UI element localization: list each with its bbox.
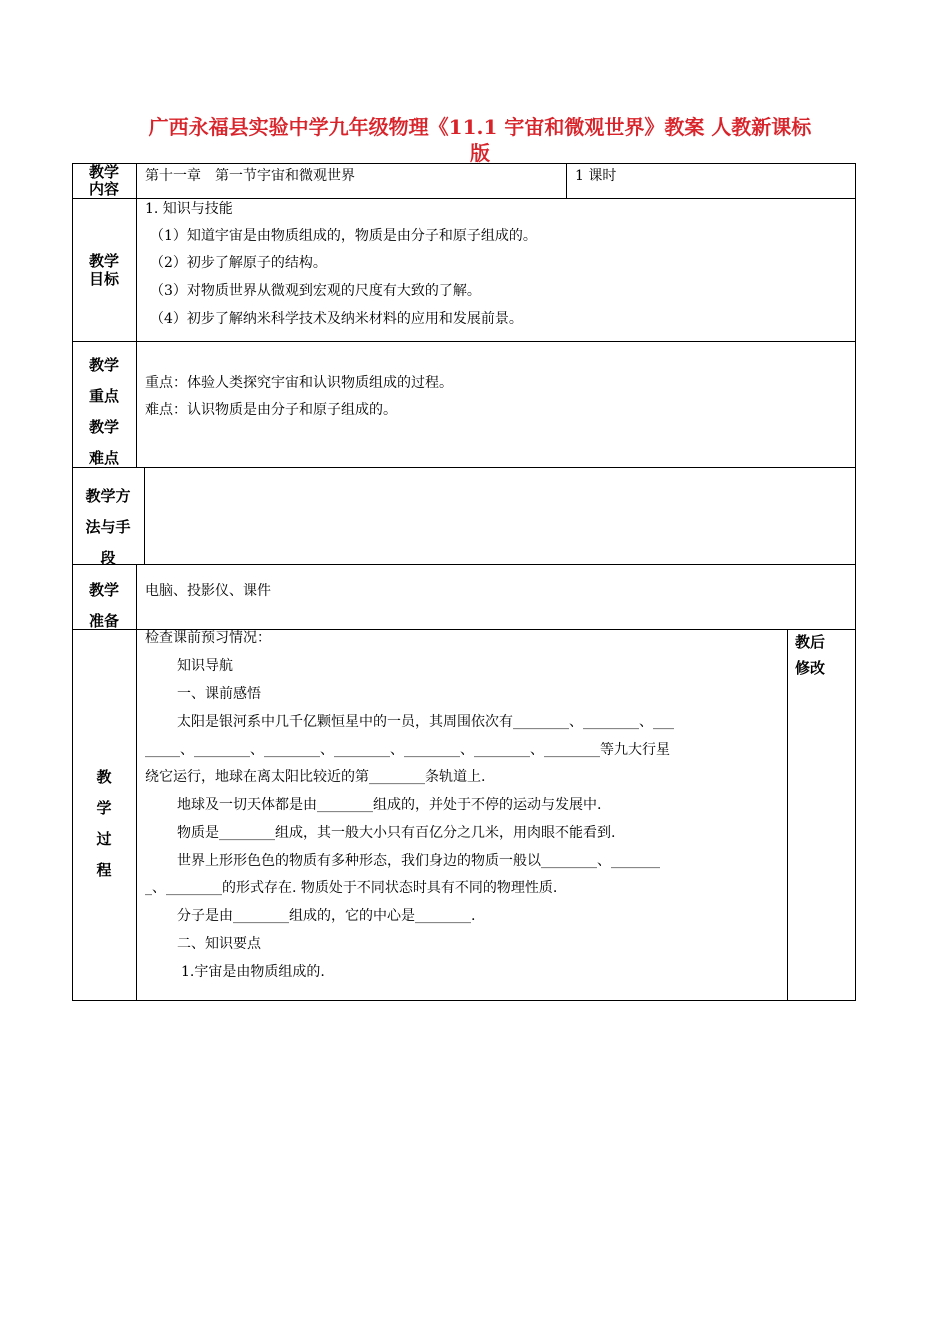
row-process-divider — [136, 629, 137, 1001]
teaching-methods-label: 教学方 法与手 段 — [85, 487, 131, 567]
period-text: 1 课时 — [575, 168, 617, 184]
prep-content: 电脑、投影仪、课件 — [145, 583, 271, 599]
goal-line: （2）初步了解原子的结构。 — [150, 255, 327, 271]
title-line-2: 版 — [470, 141, 490, 165]
goal-line: 1. 知识与技能 — [145, 201, 233, 217]
title-line-1: 广西永福县实验中学九年级物理《11.1 宇宙和微观世界》教案 人教新课标 — [148, 115, 812, 139]
goal-line: （1）知道宇宙是由物质组成的，物质是由分子和原子组成的。 — [150, 228, 537, 244]
key-points-label: 教学 重点 教学 难点 — [88, 356, 119, 467]
process-line: 1.宇宙是由物质组成的. — [181, 964, 325, 980]
teaching-content-label: 教学 内容 — [88, 163, 119, 198]
row-process-divider-2 — [787, 629, 788, 1001]
process-line: _____、________、________、________、________、________、________等九大行星 — [145, 742, 670, 758]
chapter-text: 第十一章 第一节宇宙和微观世界 — [145, 168, 355, 184]
row-key-divider — [136, 341, 137, 468]
process-line: 太阳是银河系中几千亿颗恒星中的一员，其周围依次有________、________、___ — [177, 714, 674, 730]
goal-line: （3）对物质世界从微观到宏观的尺度有大致的了解。 — [150, 283, 481, 299]
row-goals-divider — [136, 198, 137, 342]
row-content-divider — [136, 163, 137, 199]
row-teaching-methods — [72, 467, 856, 565]
teaching-process-label: 教 学 过 程 — [96, 768, 112, 879]
process-line: 分子是由________组成的，它的中心是________. — [177, 908, 476, 924]
process-line: 知识导航 — [177, 658, 233, 674]
row-method-divider — [144, 467, 145, 565]
difficulty-text: 难点：认识物质是由分子和原子组成的。 — [145, 402, 397, 418]
process-line: 世界上形形色色的物质有多种形态，我们身边的物质一般以________、_______ — [177, 853, 660, 869]
key-point-text: 重点：体验人类探究宇宙和认识物质组成的过程。 — [145, 375, 453, 391]
teaching-goals-label: 教学 目标 — [88, 252, 119, 288]
process-line: 一、课前感悟 — [177, 686, 261, 702]
process-line: 地球及一切天体都是由________组成的，并处于不停的运动与发展中. — [177, 797, 602, 813]
process-line: 绕它运行，地球在离太阳比较近的第________条轨道上. — [145, 769, 486, 785]
process-line: 检查课前预习情况： — [145, 630, 271, 646]
revision-label: 教后 修改 — [795, 633, 826, 677]
goal-line: （4）初步了解纳米科学技术及纳米材料的应用和发展前景。 — [150, 311, 523, 327]
process-line: _、________的形式存在. 物质处于不同状态时具有不同的物理性质. — [145, 880, 558, 896]
process-line: 物质是________组成，其一般大小只有百亿分之几米，用肉眼不能看到. — [177, 825, 616, 841]
document-title — [100, 114, 860, 166]
teaching-prep-label: 教学 准备 — [88, 581, 119, 630]
process-line: 二、知识要点 — [177, 936, 261, 952]
row-prep-divider — [136, 564, 137, 630]
row-content-divider-2 — [566, 163, 567, 199]
